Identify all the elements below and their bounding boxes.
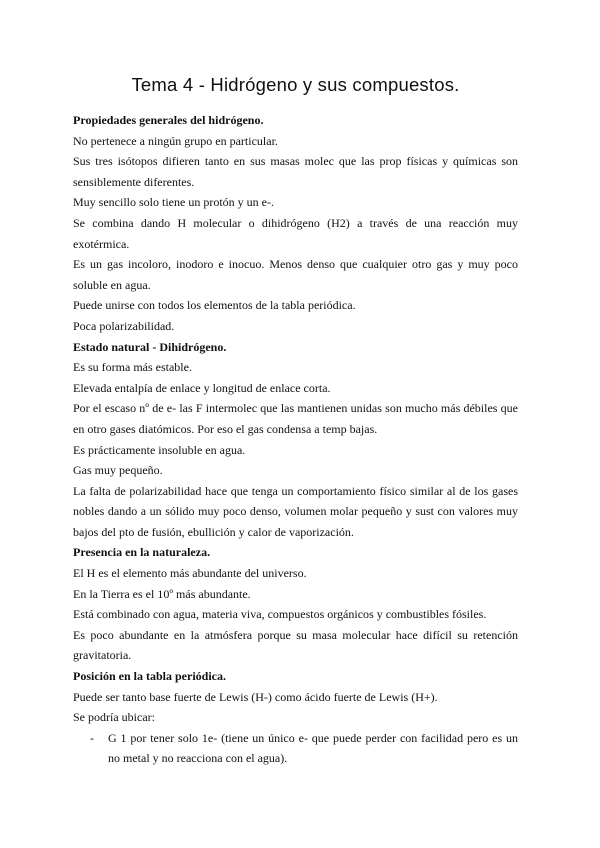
list-item: [73, 728, 518, 769]
paragraph: Puede ser tanto base fuerte de Lewis (H-) como ácido fuerte de Lewis (H+).: [73, 689, 438, 704]
paragraph: Se combina dando H molecular o dihidrógeno (H2) a través de una reacción muy exotérmica.: [73, 215, 518, 251]
paragraph: Elevada entalpía de enlace y longitud de enlace corta.: [73, 380, 331, 395]
paragraph: Puede unirse con todos los elementos de la tabla periódica.: [73, 298, 356, 313]
section-heading-natural-state: Estado natural - Dihidrógeno.: [73, 339, 227, 354]
bullet-marker: -: [90, 730, 94, 745]
paragraph: Se podría ubicar:: [73, 710, 155, 725]
paragraph: Está combinado con agua, materia viva, compuestos orgánicos y combustibles fósiles.: [73, 607, 487, 622]
list-item-text: G 1 por tener solo 1e- (tiene un único e- que puede perder con facilidad pero es un no metal y no reacciona con el agua).: [108, 730, 518, 766]
section-heading-properties: Propiedades generales del hidrógeno.: [73, 113, 264, 127]
paragraph: Poca polarizabilidad.: [73, 318, 175, 333]
paragraph: Es un gas incoloro, inodoro e inocuo. Menos denso que cualquier otro gas y muy poco soluble en agua.: [73, 257, 518, 292]
paragraph: Es prácticamente insoluble en agua.: [73, 442, 246, 457]
paragraph: El H es el elemento más abundante del universo.: [73, 566, 307, 581]
paragraph: Es poco abundante en la atmósfera porque su masa molecular hace difícil su retención gravitatoria.: [73, 627, 518, 663]
paragraph: La falta de polarizabilidad hace que tenga un comportamiento físico similar al de los gases nobles dando a un sólido muy poco denso, volumen molar pequeño y sust con valores muy bajos del pto de fusión, ebullición y calor de vaporización.: [73, 483, 518, 539]
section-heading-presence: Presencia en la naturaleza.: [73, 545, 211, 560]
paragraph: Sus tres isótopos difieren tanto en sus masas molec que las prop físicas y químicas son sensiblemente diferentes.: [73, 154, 518, 189]
paragraph: En la Tierra es el 10º más abundante.: [73, 586, 251, 601]
document-title: Tema 4 - Hidrógeno y sus compuestos.: [131, 74, 460, 95]
paragraph: Muy sencillo solo tiene un protón y un e-.: [73, 195, 274, 210]
paragraph: Es su forma más estable.: [73, 360, 192, 375]
paragraph: Por el escaso nº de e- las F intermolec que las mantienen unidas son mucho más débiles que en otro gases diatómicos. Por eso el gas condensa a temp bajas.: [73, 401, 518, 436]
paragraph: Gas muy pequeño.: [73, 463, 163, 478]
paragraph: No pertenece a ningún grupo en particular.: [73, 133, 278, 148]
section-heading-position: Posición en la tabla periódica.: [73, 669, 226, 684]
